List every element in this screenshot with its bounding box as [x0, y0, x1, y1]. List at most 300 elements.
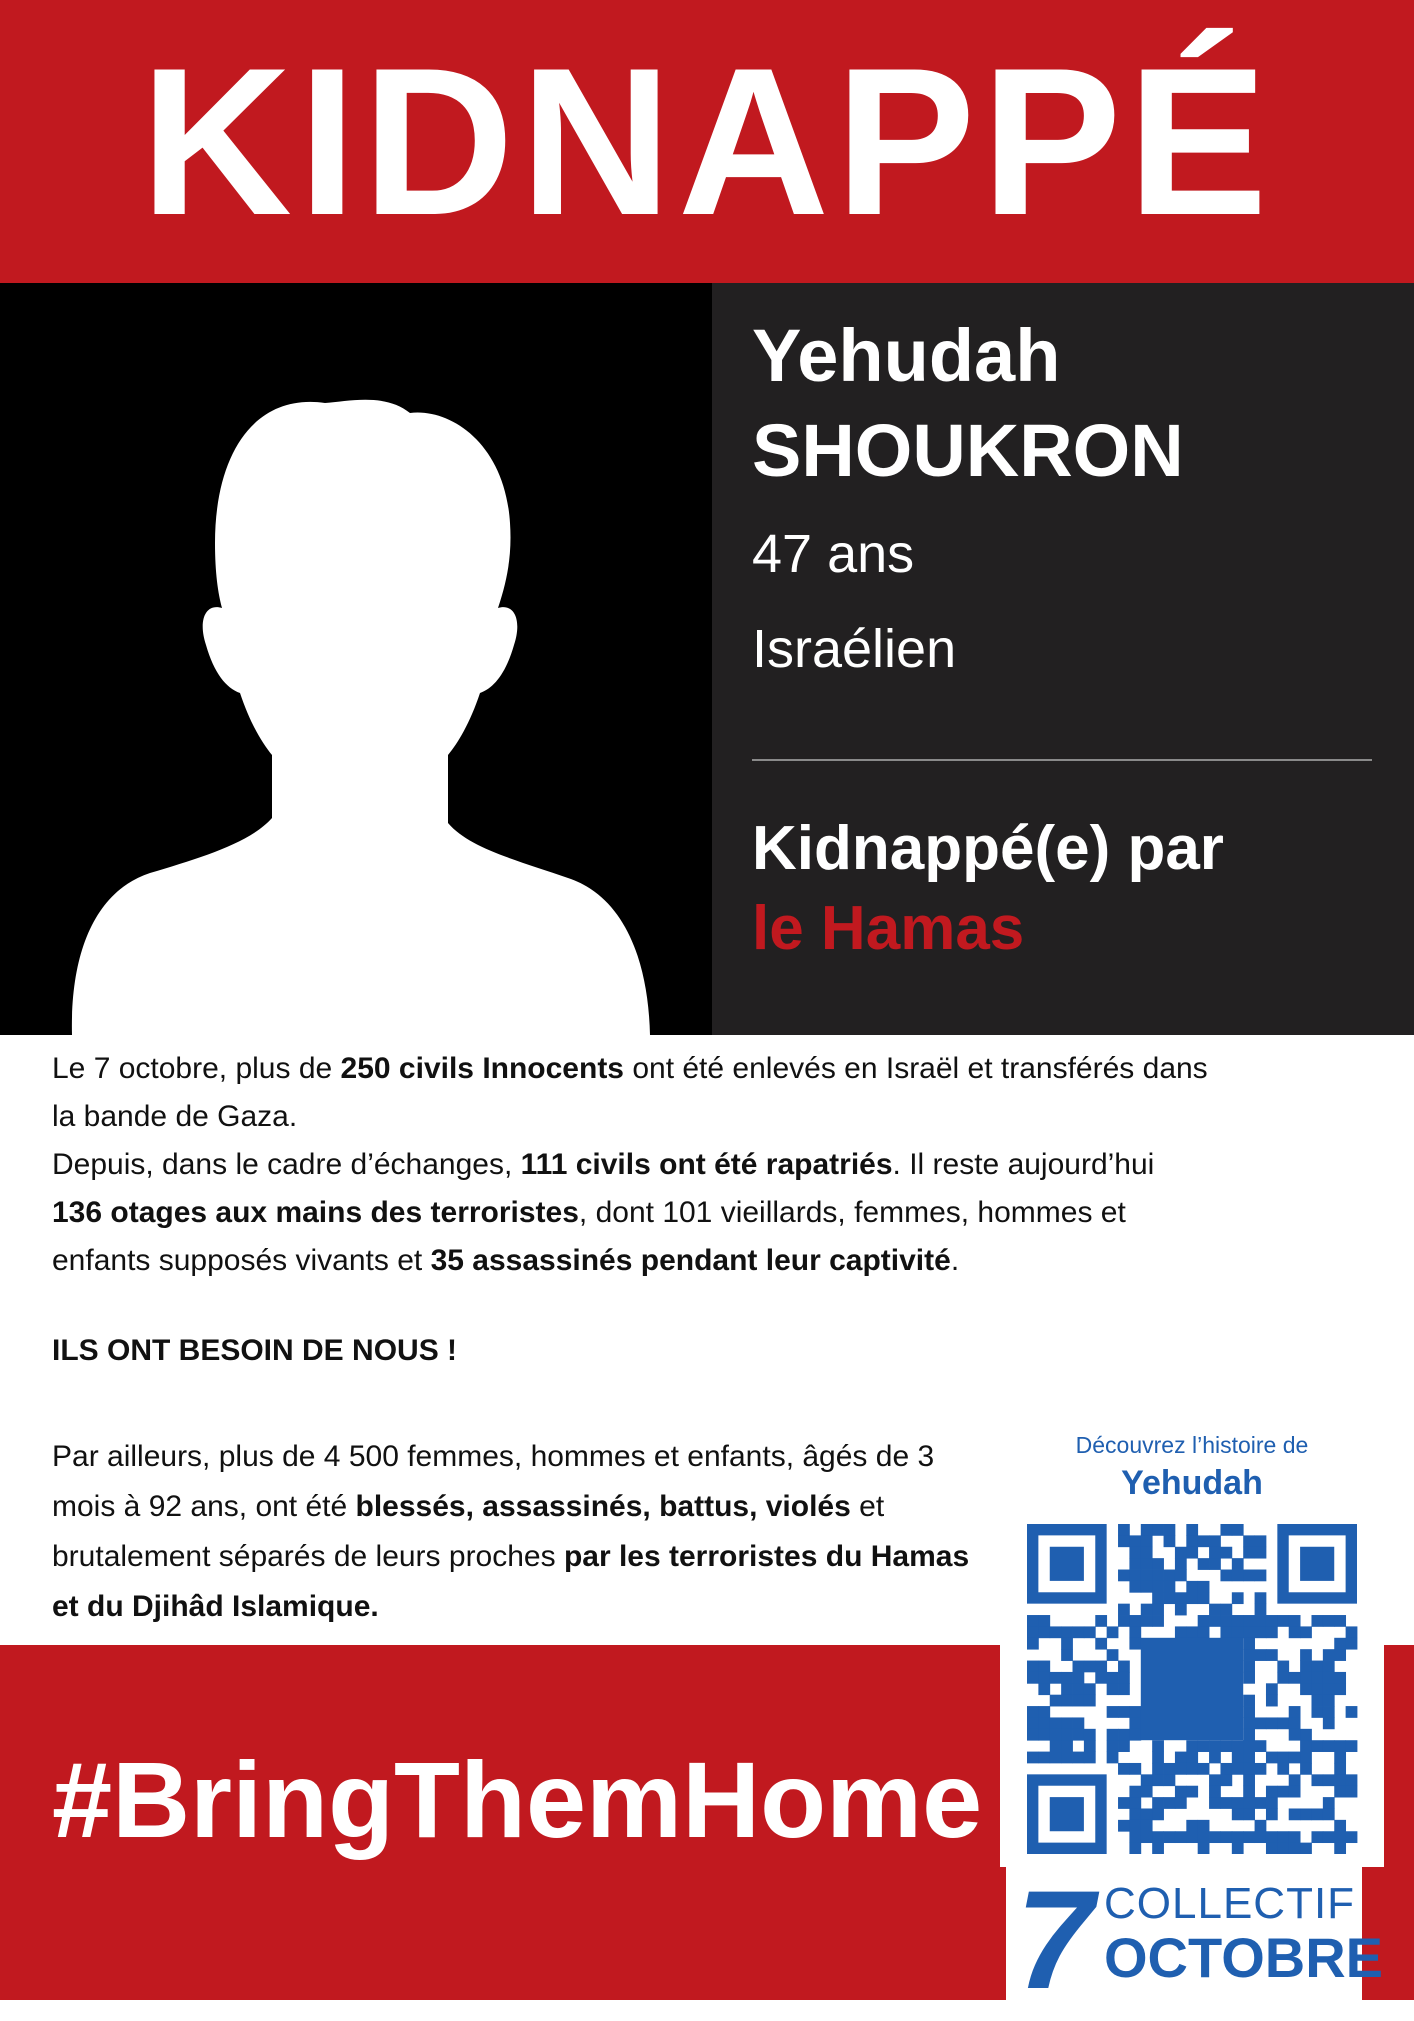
qr-module — [1198, 1615, 1210, 1627]
qr-module — [1152, 1774, 1164, 1786]
qr-module — [1346, 1831, 1358, 1843]
kidnapped-by-label: Kidnappé(e) par — [752, 814, 1224, 883]
qr-module — [1095, 1615, 1107, 1627]
qr-module — [1141, 1615, 1153, 1627]
qr-module — [1164, 1524, 1176, 1536]
qr-module — [1061, 1752, 1073, 1764]
qr-module — [1209, 1615, 1221, 1627]
qr-module — [1129, 1786, 1141, 1798]
qr-module — [1266, 1843, 1278, 1854]
qr-module — [1323, 1808, 1335, 1820]
text-span: , dont 101 vieillards, femmes, hommes et enfants supposés vivants et — [52, 1196, 1126, 1277]
qr-module — [1243, 1638, 1255, 1650]
qr-module — [1198, 1592, 1210, 1604]
qr-module — [1118, 1661, 1130, 1673]
qr-module — [1220, 1615, 1232, 1627]
qr-module — [1050, 1672, 1062, 1684]
qr-module — [1061, 1626, 1073, 1638]
qr-module — [1164, 1831, 1176, 1843]
qr-module — [1277, 1661, 1289, 1673]
qr-module — [1198, 1763, 1210, 1775]
qr-module — [1164, 1763, 1176, 1775]
qr-module — [1323, 1740, 1335, 1752]
qr-module — [1277, 1717, 1289, 1729]
qr-module — [1266, 1752, 1278, 1764]
qr-module — [1220, 1604, 1232, 1616]
qr-module — [1084, 1661, 1096, 1673]
qr-module — [1243, 1615, 1255, 1627]
qr-module — [1175, 1797, 1187, 1809]
qr-module — [1243, 1808, 1255, 1820]
qr-module — [1175, 1604, 1187, 1616]
qr-module — [1334, 1672, 1346, 1684]
bold-span: par les terroristes du Hamas et du Djihâd Islamique. — [52, 1540, 970, 1623]
qr-module — [1300, 1740, 1312, 1752]
qr-module — [1129, 1535, 1141, 1547]
qr-module — [1209, 1558, 1221, 1570]
qr-module — [1084, 1626, 1096, 1638]
qr-module — [1277, 1672, 1289, 1684]
qr-module — [1232, 1831, 1244, 1843]
qr-module — [1198, 1843, 1210, 1854]
qr-module — [1266, 1717, 1278, 1729]
qr-module — [1107, 1752, 1119, 1764]
qr-module — [1220, 1831, 1232, 1843]
qr-module — [1289, 1752, 1301, 1764]
paragraph-2 — [52, 1141, 1212, 1285]
qr-module — [1084, 1752, 1096, 1764]
qr-module — [1152, 1558, 1164, 1570]
qr-module — [1152, 1831, 1164, 1843]
qr-module — [1118, 1570, 1130, 1582]
qr-module — [1141, 1820, 1153, 1832]
qr-module — [1061, 1717, 1073, 1729]
qr-module — [1311, 1831, 1323, 1843]
qr-module — [1118, 1729, 1130, 1741]
text-span: ont été enlevés en Israël et transférés dans la bande de Gaza. — [52, 1052, 1208, 1133]
qr-module — [1175, 1626, 1187, 1638]
qr-module — [1186, 1524, 1198, 1536]
qr-module — [1152, 1740, 1164, 1752]
qr-module — [1289, 1786, 1301, 1798]
qr-module — [1289, 1706, 1301, 1718]
qr-module — [1175, 1547, 1187, 1559]
qr-module — [1255, 1820, 1267, 1832]
qr-module — [1073, 1695, 1085, 1707]
poster-title: KIDNAPPÉ — [140, 24, 1274, 259]
qr-caption: Découvrez l’histoire de — [1075, 1432, 1309, 1458]
qr-module — [1209, 1831, 1221, 1843]
top-banner — [0, 0, 1414, 283]
hashtag: #BringThemHome — [52, 1739, 983, 1860]
logo-line1: COLLECTIF — [1104, 1879, 1356, 1928]
qr-module — [1129, 1581, 1141, 1593]
qr-module — [1220, 1797, 1232, 1809]
qr-module — [1311, 1706, 1323, 1718]
qr-module — [1164, 1570, 1176, 1582]
qr-module — [1129, 1626, 1141, 1638]
qr-module — [1198, 1740, 1210, 1752]
qr-module — [1277, 1752, 1289, 1764]
qr-module — [1175, 1570, 1187, 1582]
qr-module — [1232, 1592, 1244, 1604]
qr-module — [1118, 1706, 1130, 1718]
qr-module — [1107, 1729, 1119, 1741]
qr-module — [1198, 1558, 1210, 1570]
last-name: SHOUKRON — [752, 409, 1184, 492]
qr-module — [1266, 1615, 1278, 1627]
qr-module — [1300, 1672, 1312, 1684]
qr-module — [1232, 1570, 1244, 1582]
qr-module — [1243, 1672, 1255, 1684]
qr-module — [1038, 1752, 1050, 1764]
qr-module — [1118, 1672, 1130, 1684]
qr-module — [1186, 1547, 1198, 1559]
qr-module — [1323, 1672, 1335, 1684]
qr-module — [1027, 1615, 1039, 1627]
qr-module — [1107, 1706, 1119, 1718]
qr-module — [1129, 1706, 1141, 1718]
qr-module — [1107, 1649, 1119, 1661]
qr-module — [1141, 1547, 1153, 1559]
qr-module — [1164, 1535, 1176, 1547]
qr-module — [1209, 1774, 1221, 1786]
qr-module — [1175, 1831, 1187, 1843]
qr-module — [1073, 1752, 1085, 1764]
qr-module — [1027, 1729, 1039, 1741]
qr-module — [1289, 1615, 1301, 1627]
qr-module — [1334, 1831, 1346, 1843]
qr-module — [1334, 1649, 1346, 1661]
qr-module — [1277, 1831, 1289, 1843]
qr-module — [1209, 1740, 1221, 1752]
qr-module — [1186, 1786, 1198, 1798]
bold-span: 136 otages aux mains des terroristes — [52, 1196, 579, 1229]
qr-module — [1129, 1797, 1141, 1809]
qr-module — [1255, 1717, 1267, 1729]
qr-module — [1255, 1535, 1267, 1547]
qr-module — [1027, 1717, 1039, 1729]
qr-module — [1220, 1740, 1232, 1752]
qr-module — [1050, 1740, 1062, 1752]
qr-module — [1118, 1763, 1130, 1775]
qr-module — [1129, 1638, 1141, 1650]
qr-module — [1334, 1774, 1346, 1786]
qr-module — [1050, 1729, 1062, 1741]
qr-module — [1141, 1570, 1153, 1582]
qr-module — [1118, 1797, 1130, 1809]
qr-module — [1186, 1831, 1198, 1843]
qr-module — [1243, 1570, 1255, 1582]
qr-module — [1266, 1649, 1278, 1661]
text-span: . Il reste aujourd’hui — [892, 1148, 1155, 1181]
qr-module — [1152, 1592, 1164, 1604]
qr-module — [1118, 1615, 1130, 1627]
qr-module — [1061, 1672, 1073, 1684]
qr-module — [1061, 1638, 1073, 1650]
qr-module — [1129, 1558, 1141, 1570]
qr-module — [1243, 1626, 1255, 1638]
qr-module — [1277, 1615, 1289, 1627]
qr-module — [1300, 1752, 1312, 1764]
qr-module — [1255, 1592, 1267, 1604]
qr-module — [1243, 1831, 1255, 1843]
qr-module — [1346, 1786, 1358, 1798]
qr-center-logo — [1141, 1638, 1243, 1740]
qr-module — [1334, 1752, 1346, 1764]
qr-module — [1164, 1797, 1176, 1809]
qr-module — [1266, 1808, 1278, 1820]
divider — [752, 759, 1372, 761]
qr-module — [1232, 1797, 1244, 1809]
qr-module — [1346, 1638, 1358, 1650]
qr-module — [1107, 1672, 1119, 1684]
qr-module — [1289, 1717, 1301, 1729]
qr-finder — [1050, 1547, 1084, 1581]
qr-module — [1232, 1615, 1244, 1627]
qr-module — [1198, 1820, 1210, 1832]
qr-module — [1323, 1661, 1335, 1673]
qr-module — [1289, 1808, 1301, 1820]
qr-module — [1084, 1683, 1096, 1695]
qr-module — [1243, 1740, 1255, 1752]
qr-module — [1129, 1763, 1141, 1775]
qr-module — [1334, 1820, 1346, 1832]
qr-module — [1323, 1695, 1335, 1707]
qr-module — [1152, 1843, 1164, 1854]
qr-module — [1198, 1831, 1210, 1843]
text-span: Par ailleurs, plus de 4 500 femmes, hommes et enfants, âgés de 3 mois à 92 ans, ont été — [52, 1440, 935, 1523]
qr-module — [1334, 1683, 1346, 1695]
qr-module — [1334, 1740, 1346, 1752]
qr-module — [1255, 1615, 1267, 1627]
bold-span: 111 civils ont été rapatriés — [520, 1148, 893, 1181]
qr-module — [1061, 1729, 1073, 1741]
qr-module — [1323, 1706, 1335, 1718]
qr-module — [1050, 1695, 1062, 1707]
qr-module — [1209, 1752, 1221, 1764]
qr-module — [1346, 1740, 1358, 1752]
qr-module — [1232, 1626, 1244, 1638]
qr-module — [1175, 1752, 1187, 1764]
qr-module — [1073, 1661, 1085, 1673]
text-span: Le 7 octobre, plus de — [52, 1052, 341, 1085]
qr-module — [1346, 1706, 1358, 1718]
qr-module — [1311, 1808, 1323, 1820]
qr-module — [1289, 1672, 1301, 1684]
qr-module — [1232, 1524, 1244, 1536]
qr-module — [1300, 1626, 1312, 1638]
qr-module — [1323, 1774, 1335, 1786]
qr-module — [1095, 1661, 1107, 1673]
qr-module — [1255, 1604, 1267, 1616]
qr-module — [1186, 1820, 1198, 1832]
qr-module — [1038, 1626, 1050, 1638]
qr-module — [1050, 1717, 1062, 1729]
qr-module — [1220, 1774, 1232, 1786]
qr-module — [1243, 1786, 1255, 1798]
qr-module — [1061, 1695, 1073, 1707]
qr-module — [1209, 1797, 1221, 1809]
qr-module — [1323, 1683, 1335, 1695]
qr-module — [1311, 1615, 1323, 1627]
qr-module — [1073, 1683, 1085, 1695]
qr-module — [1129, 1615, 1141, 1627]
qr-card[interactable] — [1000, 1412, 1384, 1867]
qr-finder — [1050, 1797, 1084, 1831]
qr-module — [1311, 1774, 1323, 1786]
qr-module — [1084, 1729, 1096, 1741]
call-out-heading: ILS ONT BESOIN DE NOUS ! — [52, 1334, 458, 1367]
qr-module — [1038, 1683, 1050, 1695]
qr-module — [1038, 1717, 1050, 1729]
age: 47 ans — [752, 524, 915, 584]
qr-module — [1334, 1843, 1346, 1854]
qr-module — [1311, 1672, 1323, 1684]
qr-module — [1209, 1786, 1221, 1798]
qr-module — [1232, 1763, 1244, 1775]
qr-module — [1300, 1808, 1312, 1820]
qr-module — [1300, 1683, 1312, 1695]
qr-module — [1027, 1706, 1039, 1718]
text-span: et brutalement séparés de leurs proches — [52, 1490, 885, 1573]
qr-module — [1175, 1763, 1187, 1775]
qr-module — [1118, 1535, 1130, 1547]
qr-module — [1152, 1570, 1164, 1582]
qr-module — [1118, 1604, 1130, 1616]
qr-module — [1118, 1740, 1130, 1752]
qr-module — [1232, 1740, 1244, 1752]
qr-module — [1334, 1615, 1346, 1627]
qr-module — [1311, 1661, 1323, 1673]
qr-module — [1243, 1649, 1255, 1661]
qr-module — [1073, 1672, 1085, 1684]
qr-module — [1186, 1592, 1198, 1604]
qr-name: Yehudah — [1121, 1464, 1263, 1502]
qr-module — [1129, 1717, 1141, 1729]
qr-module — [1266, 1695, 1278, 1707]
qr-module — [1209, 1535, 1221, 1547]
qr-module — [1255, 1570, 1267, 1582]
qr-module — [1289, 1729, 1301, 1741]
qr-module — [1266, 1683, 1278, 1695]
qr-module — [1175, 1592, 1187, 1604]
qr-module — [1141, 1774, 1153, 1786]
paragraph-1 — [52, 1045, 1212, 1141]
qr-module — [1255, 1763, 1267, 1775]
qr-module — [1311, 1683, 1323, 1695]
qr-module — [1027, 1752, 1039, 1764]
qr-module — [1175, 1558, 1187, 1570]
qr-module — [1346, 1626, 1358, 1638]
qr-module — [1084, 1695, 1096, 1707]
qr-module — [1038, 1672, 1050, 1684]
qr-module — [1107, 1626, 1119, 1638]
qr-module — [1186, 1535, 1198, 1547]
qr-module — [1220, 1524, 1232, 1536]
qr-module — [1289, 1774, 1301, 1786]
qr-module — [1038, 1615, 1050, 1627]
qr-module — [1243, 1729, 1255, 1741]
qr-module — [1323, 1831, 1335, 1843]
qr-module — [1220, 1547, 1232, 1559]
qr-module — [1232, 1843, 1244, 1854]
qr-code-icon[interactable] — [1020, 1524, 1364, 1854]
qr-module — [1186, 1626, 1198, 1638]
qr-module — [1255, 1649, 1267, 1661]
qr-module — [1277, 1786, 1289, 1798]
qr-module — [1027, 1638, 1039, 1650]
qr-module — [1038, 1661, 1050, 1673]
qr-module — [1027, 1626, 1039, 1638]
qr-module — [1300, 1843, 1312, 1854]
bold-span: blessés, assassinés, battus, violés — [355, 1490, 851, 1523]
qr-module — [1164, 1592, 1176, 1604]
qr-module — [1186, 1763, 1198, 1775]
qr-module — [1129, 1547, 1141, 1559]
qr-module — [1152, 1808, 1164, 1820]
bold-span: 250 civils Innocents — [340, 1052, 624, 1085]
qr-finder — [1300, 1547, 1334, 1581]
qr-module — [1243, 1706, 1255, 1718]
qr-module — [1289, 1843, 1301, 1854]
info-panel — [712, 283, 1414, 1035]
qr-module — [1243, 1752, 1255, 1764]
qr-module — [1266, 1797, 1278, 1809]
qr-module — [1232, 1752, 1244, 1764]
qr-module — [1073, 1626, 1085, 1638]
qr-module — [1152, 1752, 1164, 1764]
qr-module — [1255, 1831, 1267, 1843]
qr-module — [1220, 1763, 1232, 1775]
bold-span: 35 assassinés pendant leur captivité — [430, 1244, 951, 1277]
qr-module — [1118, 1683, 1130, 1695]
qr-module — [1129, 1843, 1141, 1854]
qr-module — [1186, 1581, 1198, 1593]
qr-module — [1129, 1808, 1141, 1820]
qr-module — [1209, 1604, 1221, 1616]
qr-module — [1152, 1604, 1164, 1616]
qr-module — [1084, 1740, 1096, 1752]
qr-module — [1323, 1797, 1335, 1809]
qr-module — [1152, 1615, 1164, 1627]
qr-module — [1050, 1752, 1062, 1764]
qr-module — [1141, 1604, 1153, 1616]
body-text — [52, 1045, 1212, 1285]
qr-module — [1266, 1831, 1278, 1843]
qr-module — [1243, 1547, 1255, 1559]
qr-module — [1334, 1763, 1346, 1775]
qr-module — [1255, 1740, 1267, 1752]
qr-module — [1027, 1672, 1039, 1684]
qr-module — [1141, 1524, 1153, 1536]
qr-module — [1061, 1683, 1073, 1695]
text-span: . — [950, 1244, 960, 1277]
qr-module — [1232, 1558, 1244, 1570]
first-name: Yehudah — [752, 314, 1061, 397]
qr-module — [1118, 1524, 1130, 1536]
qr-module — [1243, 1695, 1255, 1707]
logo-number: 7 — [1016, 1861, 1094, 2018]
qr-module — [1232, 1808, 1244, 1820]
captor-name: le Hamas — [752, 894, 1025, 963]
qr-module — [1141, 1831, 1153, 1843]
text-span: Depuis, dans le cadre d’échanges, — [52, 1148, 521, 1181]
qr-module — [1255, 1547, 1267, 1559]
qr-module — [1107, 1683, 1119, 1695]
qr-module — [1050, 1626, 1062, 1638]
qr-module — [1323, 1649, 1335, 1661]
